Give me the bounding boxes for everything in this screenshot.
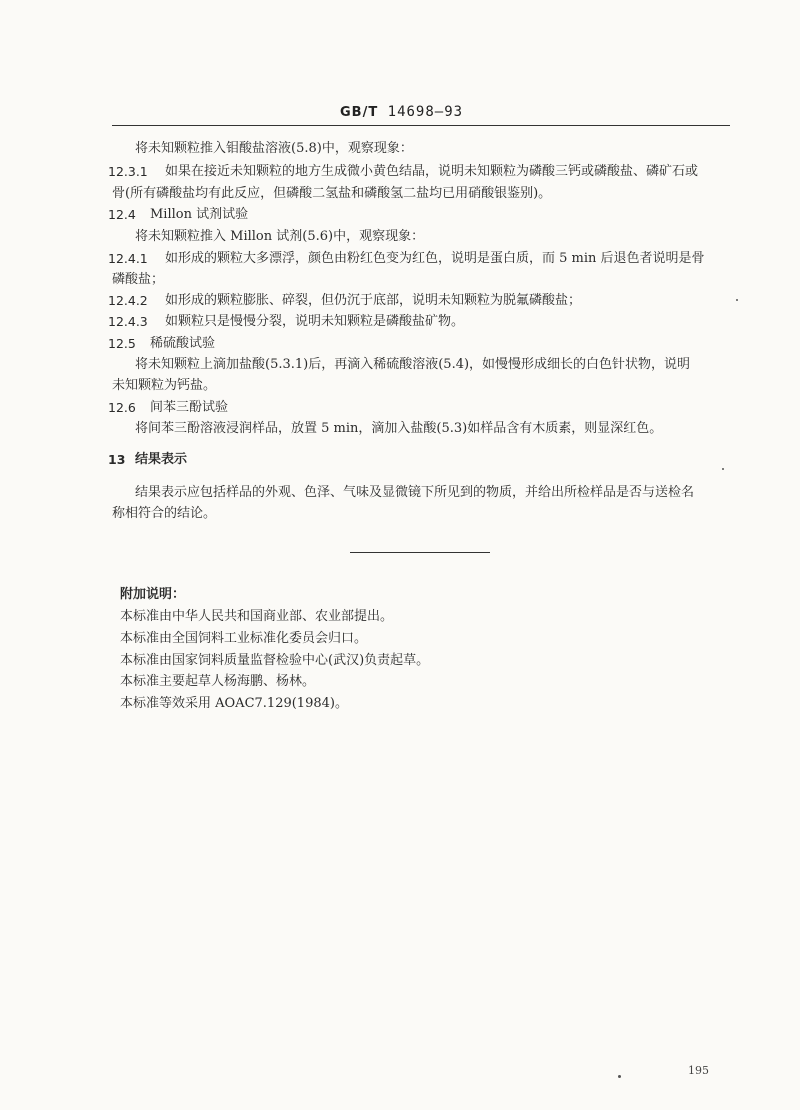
section-heading: Millon 试剂试验 [150, 207, 249, 222]
section-number: 12.4.2 [108, 293, 148, 308]
appendix-line: 本标准由全国饲料工业标准化委员会归口。 [120, 631, 368, 646]
section-text: 如颗粒只是慢慢分裂，说明未知颗粒是磷酸盐矿物。 [165, 314, 465, 329]
page-header [340, 104, 463, 120]
paragraph: 结果表示应包括样品的外观、色泽、气味及显微镜下所见到的物质，并给出所检样品是否与送检名 [135, 485, 695, 500]
section-heading: 间苯三酚试验 [150, 400, 229, 415]
scan-speck [618, 1075, 621, 1078]
standard-number: 14698—93 [387, 104, 464, 120]
scan-speck [736, 299, 738, 301]
scan-speck [722, 468, 724, 470]
section-heading: 结果表示 [135, 452, 188, 467]
paragraph: 将间苯三酚溶液浸润样品，放置 5 min，滴加入盐酸(5.3)如样品含有木质素，则显深红色。 [135, 421, 663, 436]
section-number: 12.6 [108, 400, 136, 415]
section-number: 12.4 [108, 207, 136, 222]
section-number: 13 [108, 452, 126, 467]
paragraph: 将未知颗粒上滴加盐酸(5.3.1)后，再滴入稀硫酸溶液(5.4)，如慢慢形成细长的白色针状物，说明 [135, 357, 691, 372]
standard-code: GB/T [340, 105, 379, 120]
appendix-line: 本标准等效采用 AOAC7.129(1984)。 [120, 696, 348, 711]
paragraph: 将未知颗粒推入 Millon 试剂(5.6)中，观察现象： [135, 229, 425, 244]
end-rule [350, 552, 490, 553]
paragraph: 未知颗粒为钙盐。 [112, 378, 217, 393]
appendix-line: 本标准由国家饲料质量监督检验中心(武汉)负责起草。 [120, 653, 430, 668]
section-heading: 稀硫酸试验 [150, 336, 216, 351]
appendix-line: 本标准由中华人民共和国商业部、农业部提出。 [120, 609, 394, 624]
paragraph: 称相符合的结论。 [112, 506, 217, 521]
section-number: 12.3.1 [108, 164, 148, 179]
section-number: 12.4.3 [108, 314, 148, 329]
page-number: 195 [688, 1064, 709, 1077]
paragraph: 将未知颗粒推入钼酸盐溶液(5.8)中，观察现象： [135, 141, 413, 156]
appendix-title: 附加说明： [120, 587, 186, 602]
appendix-line: 本标准主要起草人杨海鹏、杨林。 [120, 674, 316, 689]
section-text: 如形成的颗粒膨胀、碎裂，但仍沉于底部，说明未知颗粒为脱氟磷酸盐； [165, 293, 582, 308]
section-number: 12.5 [108, 336, 136, 351]
section-text: 骨(所有磷酸盐均有此反应，但磷酸二氢盐和磷酸氢二盐均已用硝酸银鉴别)。 [112, 186, 552, 201]
header-rule [112, 125, 730, 126]
section-text: 如形成的颗粒大多漂浮，颜色由粉红色变为红色，说明是蛋白质，而 5 min 后退色者说明是骨 [165, 251, 705, 266]
section-number: 12.4.1 [108, 251, 148, 266]
section-text: 磷酸盐； [112, 272, 165, 287]
section-text: 如果在接近未知颗粒的地方生成微小黄色结晶，说明未知颗粒为磷酸三钙或磷酸盐、磷矿石或 [165, 164, 699, 179]
